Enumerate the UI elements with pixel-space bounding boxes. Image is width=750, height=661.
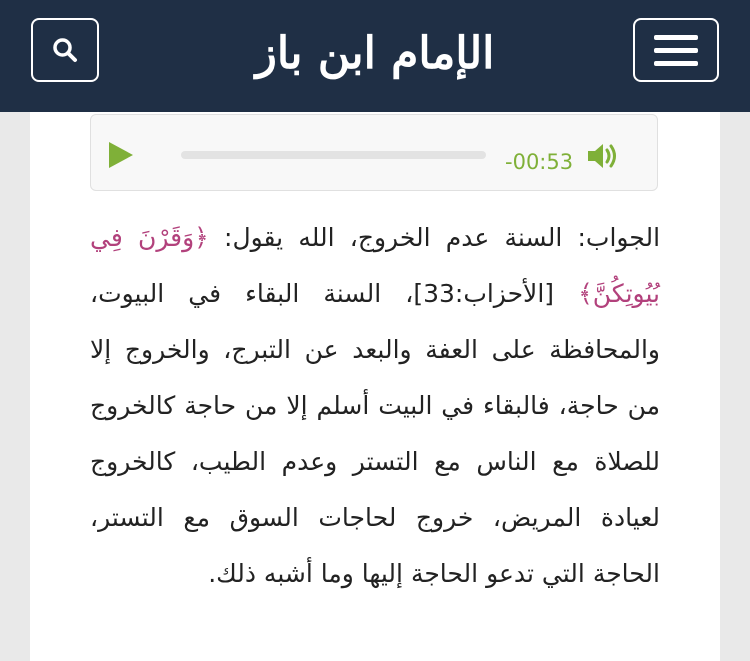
answer-text (90, 210, 660, 602)
hamburger-menu-icon-bar (654, 61, 698, 66)
answer-body: [الأحزاب:33]، السنة البقاء في البيوت، والمحافظة على العفة والبعد عن التبرج، والخروج إلا من حاجة، فالبقاء في البيت أسلم إلا من حاجة كالخروج للصلاة مع الناس مع التستر وعدم الطيب، كالخروج لعيادة المريض، خروج لحاجات السوق مع التستر، الحاجة التي تدعو الحاجة إليها وما أشبه ذلك. (90, 279, 660, 588)
site-header (0, 0, 750, 112)
play-icon[interactable] (109, 142, 133, 168)
quran-verse: ﴿وَقَرْنَ فِي بُيُوتِكُنَّ﴾ (90, 223, 660, 308)
site-logo[interactable] (240, 8, 510, 98)
audio-time-remaining: -00:53 (505, 150, 574, 174)
answer-intro: الجواب: السنة عدم الخروج، الله يقول: (208, 223, 661, 252)
hamburger-menu-icon-bar (654, 48, 698, 53)
search-icon (52, 37, 78, 63)
logo-text: الإمام ابن باز (255, 27, 495, 79)
menu-button[interactable] (633, 18, 719, 82)
audio-progress-bar[interactable] (181, 151, 486, 159)
content-card (30, 112, 720, 661)
volume-icon[interactable] (586, 141, 620, 171)
hamburger-menu-icon (654, 35, 698, 40)
audio-player (90, 114, 658, 191)
search-button[interactable] (31, 18, 99, 82)
